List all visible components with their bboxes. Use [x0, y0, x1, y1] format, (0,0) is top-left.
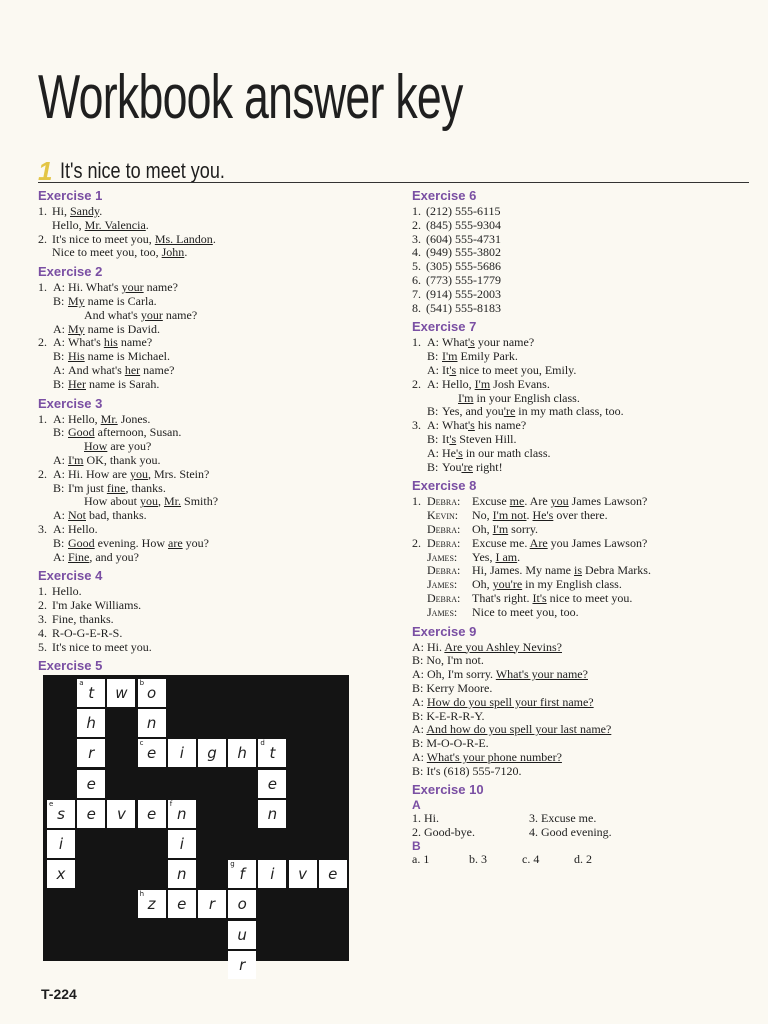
unit-divider	[38, 182, 749, 183]
ex2-line: B: My name is Carla.	[53, 293, 157, 308]
crossword-letter: r	[208, 895, 216, 914]
ex3-line: How are you?	[84, 439, 152, 454]
crossword-letter: g	[207, 744, 217, 763]
crossword-cell	[258, 800, 286, 828]
right-column	[412, 187, 752, 868]
crossword-cell	[168, 890, 196, 918]
crossword-letter: s	[57, 804, 65, 823]
ex7-line: A: He's in our math class.	[427, 445, 551, 460]
ex1-line: 1. Hi, Sandy.	[38, 204, 103, 218]
crossword-letter: t	[88, 684, 95, 702]
crossword-letter: e	[267, 774, 277, 793]
crossword-letter: i	[179, 835, 184, 853]
ex8-line: James: Oh, you're in my English class.	[427, 577, 622, 592]
crossword-puzzle	[43, 675, 349, 974]
crossword-cell	[77, 800, 105, 828]
ex3-line: 3. A: Hello.	[38, 521, 98, 536]
crossword-letter: f	[239, 865, 245, 884]
ex3-line: B: I'm just fine, thanks.	[53, 480, 166, 495]
ex6-line: 7. (914) 555-2003	[412, 286, 501, 301]
ex9-line: A: And how do you spell your last name?	[412, 722, 612, 737]
ex10-a-item: 1. Hi.	[412, 811, 439, 826]
exercise-9-heading: Exercise 9	[412, 623, 477, 639]
exercise-1-heading: Exercise 1	[38, 188, 103, 203]
crossword-cell	[228, 890, 256, 918]
crossword-letter: i	[179, 744, 184, 763]
crossword-cell	[258, 770, 286, 798]
unit-title: It's nice to meet you.	[60, 158, 226, 183]
crossword-cell	[228, 951, 256, 979]
crossword-cell	[47, 800, 75, 828]
crossword-letter: i	[270, 865, 275, 884]
exercise-5-heading: Exercise 5	[38, 658, 103, 674]
crossword-letter: e	[146, 804, 157, 823]
crossword-cell	[77, 709, 105, 737]
unit-number: 1	[38, 156, 53, 186]
crossword-cell	[77, 770, 105, 798]
ex7-line: 1. A: What's your name?	[412, 335, 535, 350]
crossword-letter: r	[88, 744, 95, 763]
ex2-line: 1. A: Hi. What's your name?	[38, 280, 178, 295]
ex10-b-item: b. 3	[469, 852, 487, 867]
ex7-line: B: I'm Emily Park.	[427, 349, 518, 364]
crossword-letter: v	[116, 804, 126, 823]
crossword-letter: n	[177, 804, 187, 823]
ex4-line: 2. I'm Jake Williams.	[38, 598, 142, 613]
crossword-cell	[228, 739, 256, 767]
ex1-line: 2. It's nice to meet you, Ms. Landon.	[38, 231, 216, 246]
ex4-line: 5. It's nice to meet you.	[38, 639, 152, 654]
ex2-line: A: And what's her name?	[53, 362, 175, 377]
ex9-line: B: It's (618) 555-7120.	[412, 763, 522, 778]
crossword-cell	[228, 921, 256, 949]
crossword-letter: z	[147, 895, 156, 914]
crossword-letter: e	[328, 865, 338, 884]
ex3-line: B: Good evening. How are you?	[53, 535, 209, 550]
crossword-cell	[138, 709, 166, 737]
exercise-7-heading: Exercise 7	[412, 319, 477, 335]
ex10-b-item: a. 1	[412, 852, 430, 867]
ex9-line: B: Kerry Moore.	[412, 680, 493, 695]
ex10-section-a	[412, 812, 752, 840]
ex4-line: 1. Hello.	[38, 584, 82, 599]
crossword-letter: e	[177, 895, 187, 914]
ex9-line: A: Hi. Are you Ashley Nevins?	[412, 639, 562, 654]
crossword-cell	[138, 890, 166, 918]
ex6-line: 3. (604) 555-4731	[412, 231, 501, 246]
ex10-b-item: d. 2	[574, 852, 592, 867]
ex2-line: A: My name is David.	[53, 321, 160, 336]
ex6-line: 1. (212) 555-6115	[412, 204, 501, 218]
crossword-letter: h	[86, 714, 96, 733]
crossword-cell	[258, 860, 286, 888]
ex10-section-b	[412, 853, 752, 868]
exercise-6-heading: Exercise 6	[412, 188, 477, 203]
exercise-3-heading: Exercise 3	[38, 395, 103, 411]
crossword-letter: n	[177, 865, 187, 884]
page-number: T-224	[41, 986, 77, 1002]
ex9-line: B: K-E-R-R-Y.	[412, 708, 485, 723]
crossword-clue-letter: g	[230, 860, 235, 869]
ex3-line: 1. A: Hello, Mr. Jones.	[38, 411, 151, 426]
crossword-letter: o	[237, 895, 247, 914]
crossword-cell	[77, 679, 105, 707]
exercise-2-heading: Exercise 2	[38, 264, 103, 280]
ex7-line: 2. A: Hello, I'm Josh Evans.	[412, 376, 550, 391]
ex2-line: B: Her name is Sarah.	[53, 376, 160, 391]
ex1-line: Hello, Mr. Valencia.	[52, 217, 149, 232]
crossword-cell	[47, 830, 75, 858]
crossword-letter: t	[269, 744, 276, 763]
ex3-line: A: I'm OK, thank you.	[53, 452, 161, 467]
ex8-line: Debra: Oh, I'm sorry.	[427, 521, 539, 536]
ex3-line: How about you, Mr. Smith?	[84, 494, 219, 509]
crossword-clue-letter: a	[79, 679, 84, 687]
crossword-letter: r	[239, 955, 246, 974]
ex4-line: 4. R-O-G-E-R-S.	[38, 625, 123, 640]
ex10-section-a-label: A	[412, 798, 421, 813]
crossword-cell	[107, 679, 135, 707]
ex10-a-item: 4. Good evening.	[529, 825, 612, 840]
crossword-letter: i	[58, 835, 64, 853]
ex7-line: B: You're right!	[427, 459, 503, 474]
crossword-cell	[168, 830, 196, 858]
page-title: Workbook answer key	[38, 63, 463, 132]
ex9-line: A: What's your phone number?	[412, 749, 562, 764]
crossword-letter: e	[146, 744, 157, 763]
crossword-cell	[289, 860, 317, 888]
ex2-line: And what's your name?	[84, 307, 198, 322]
crossword-cell	[138, 679, 166, 707]
crossword-letter: h	[237, 744, 247, 763]
ex10-section-b-label: B	[412, 839, 421, 854]
ex2-line: 2. A: What's his name?	[38, 335, 153, 350]
ex8-line: James: Nice to meet you, too.	[427, 604, 579, 619]
ex2-line: B: His name is Michael.	[53, 349, 170, 364]
crossword-clue-letter: h	[139, 890, 145, 899]
crossword-cell	[168, 860, 196, 888]
ex10-a-item: 3. Excuse me.	[529, 811, 597, 826]
ex9-line: B: M-O-O-R-E.	[412, 736, 489, 751]
crossword-letter: v	[298, 865, 308, 884]
ex8-line: 1. Debra: Excuse me. Are you James Lawson?	[412, 494, 648, 509]
ex9-line: B: No, I'm not.	[412, 653, 484, 668]
ex6-line: 8. (541) 555-8183	[412, 300, 501, 315]
ex7-line: A: It's nice to meet you, Emily.	[427, 362, 577, 377]
crossword-cell	[77, 739, 105, 767]
ex3-line: A: Not bad, thanks.	[53, 508, 147, 523]
ex7-line: 3. A: What's his name?	[412, 418, 527, 433]
crossword-cell	[107, 800, 135, 828]
ex10-b-item: c. 4	[522, 852, 540, 867]
ex3-line: 2. A: Hi. How are you, Mrs. Stein?	[38, 466, 210, 481]
crossword-cell	[168, 739, 196, 767]
crossword-cell	[319, 860, 347, 888]
crossword-letter: o	[147, 684, 157, 702]
ex8-line: Debra: That's right. It's nice to meet you.	[427, 590, 633, 605]
crossword-clue-letter: d	[260, 739, 265, 748]
ex3-line: A: Fine, and you?	[53, 549, 139, 564]
crossword-cell	[138, 739, 166, 767]
crossword-cell	[168, 800, 196, 828]
ex8-line: 2. Debra: Excuse me. Are you James Lawson?	[412, 535, 648, 550]
crossword-letter: e	[86, 774, 96, 793]
ex6-line: 6. (773) 555-1779	[412, 272, 501, 287]
crossword-clue-letter: e	[49, 799, 54, 808]
ex8-line: Kevin: No, I'm not. He's over there.	[427, 508, 608, 523]
exercise-8-heading: Exercise 8	[412, 478, 477, 494]
ex10-a-item: 2. Good-bye.	[412, 825, 475, 840]
crossword-cell	[228, 860, 256, 888]
ex7-line: B: Yes, and you're in my math class, too.	[427, 404, 624, 419]
ex9-line: A: How do you spell your first name?	[412, 694, 594, 709]
ex8-line: Debra: Hi, James. My name is Debra Marks.	[427, 563, 651, 578]
ex6-line: 5. (305) 555-5686	[412, 259, 501, 274]
ex7-line: B: It's Steven Hill.	[427, 431, 517, 446]
ex9-line: A: Oh, I'm sorry. What's your name?	[412, 667, 588, 682]
ex6-line: 2. (845) 555-9304	[412, 217, 501, 232]
ex8-line: James: Yes, I am.	[427, 549, 521, 564]
crossword-letter: x	[56, 865, 66, 884]
crossword-cell	[198, 890, 226, 918]
ex7-line: I'm in your English class.	[458, 390, 580, 405]
crossword-clue-letter: b	[139, 679, 145, 687]
exercise-10-heading: Exercise 10	[412, 782, 484, 798]
ex1-line: Nice to meet you, too, John.	[52, 245, 188, 260]
left-column	[38, 187, 378, 675]
crossword-letter: w	[115, 684, 128, 702]
crossword-letter: e	[86, 804, 96, 823]
crossword-cell	[258, 739, 286, 767]
crossword-letter: n	[146, 714, 157, 733]
crossword-clue-letter: c	[139, 739, 144, 748]
ex6-line: 4. (949) 555-3802	[412, 245, 501, 260]
ex3-line: B: Good afternoon, Susan.	[53, 425, 182, 440]
exercise-4-heading: Exercise 4	[38, 568, 103, 584]
crossword-cell	[138, 800, 166, 828]
ex4-line: 3. Fine, thanks.	[38, 611, 114, 626]
crossword-cell	[198, 739, 226, 767]
crossword-letter: n	[267, 804, 278, 823]
crossword-letter: u	[237, 925, 247, 944]
crossword-clue-letter: f	[169, 799, 173, 808]
crossword-cell	[47, 860, 75, 888]
